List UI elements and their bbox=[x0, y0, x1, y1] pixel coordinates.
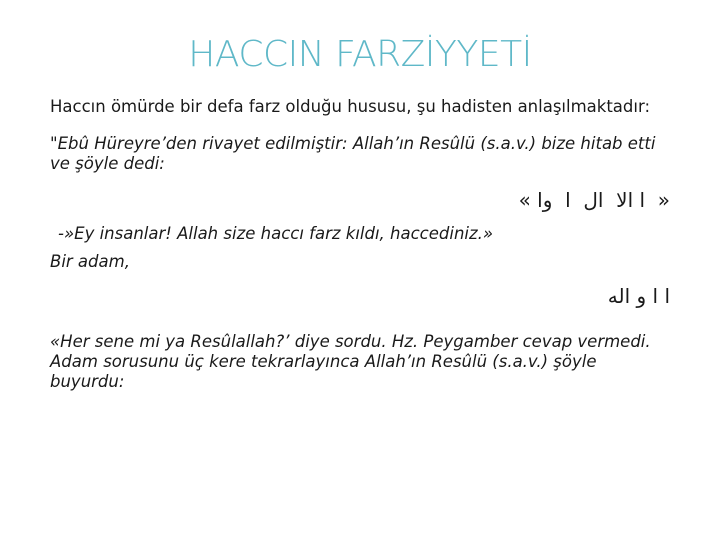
arabic-question-text: ا ا و اله bbox=[607, 284, 670, 308]
narration-paragraph: "Ebû Hüreyre’den rivayet edilmiştir: Allah’ın Resûlü (s.a.v.) bize hitab etti ve şöyle dedi: bbox=[50, 134, 656, 173]
final-paragraph: «Her sene mi ya Resûlallah?’ diye sordu. Hz. Peygamber cevap vermedi. Adam sorusunu üç kere tekrarlayınca Allah’ın Resûlü (s.a.v.) şöyle buyurdu: bbox=[50, 332, 651, 391]
arabic-hadith-text: « ا الا ال ا وا » bbox=[518, 188, 670, 212]
man-line: Bir adam, bbox=[50, 252, 130, 271]
slide-title: HACCIN FARZİYYETİ bbox=[188, 34, 532, 75]
intro-paragraph: Haccın ömürde bir defa farz olduğu hususu, şu hadisten anlaşılmaktadır: bbox=[50, 97, 651, 116]
slide-body bbox=[50, 97, 670, 392]
hadith-translation: -»Ey insanlar! Allah size haccı farz kıldı, haccediniz.» bbox=[58, 224, 494, 243]
